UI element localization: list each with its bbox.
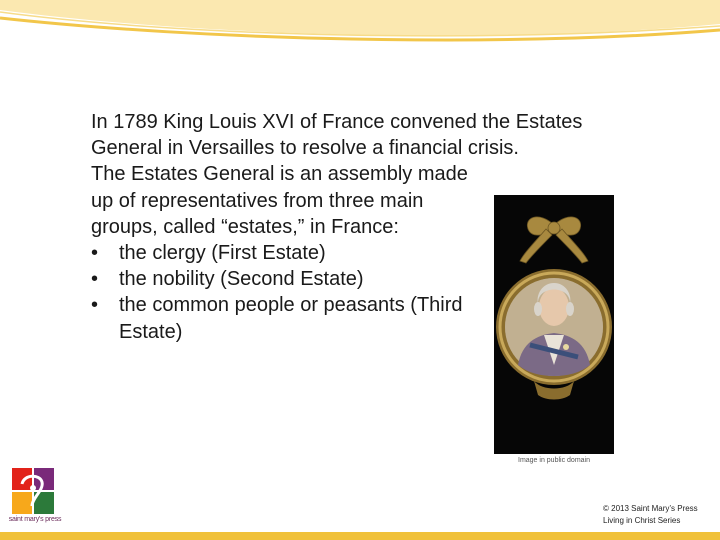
intro-paragraph: In 1789 King Louis XVI of France convened the Estates General in Versailles to resolve a financial crisis.	[91, 111, 583, 160]
bullet-text: the clergy (First Estate)	[119, 242, 326, 265]
bullet-marker: •	[91, 242, 99, 265]
louis-xvi-portrait	[494, 195, 614, 454]
series-line: Living in Christ Series	[603, 516, 681, 525]
top-decorative-band	[0, 0, 720, 44]
copyright-line: © 2013 Saint Mary’s Press	[603, 504, 698, 513]
bottom-accent-bar	[0, 532, 720, 540]
image-credit: Image in public domain	[518, 457, 590, 464]
logo-wordmark: saint mary's press	[8, 516, 62, 523]
bullet-text: the nobility (Second Estate)	[119, 268, 364, 291]
bullet-marker: •	[91, 268, 99, 291]
copyright-notice	[603, 503, 718, 527]
bullet-marker: •	[91, 294, 99, 317]
definition-paragraph: The Estates General is an assembly made up of representatives from three main groups, called “estates,” in France:	[91, 163, 468, 238]
bullet-text: the common people or peasants (Third Estate)	[119, 294, 463, 343]
